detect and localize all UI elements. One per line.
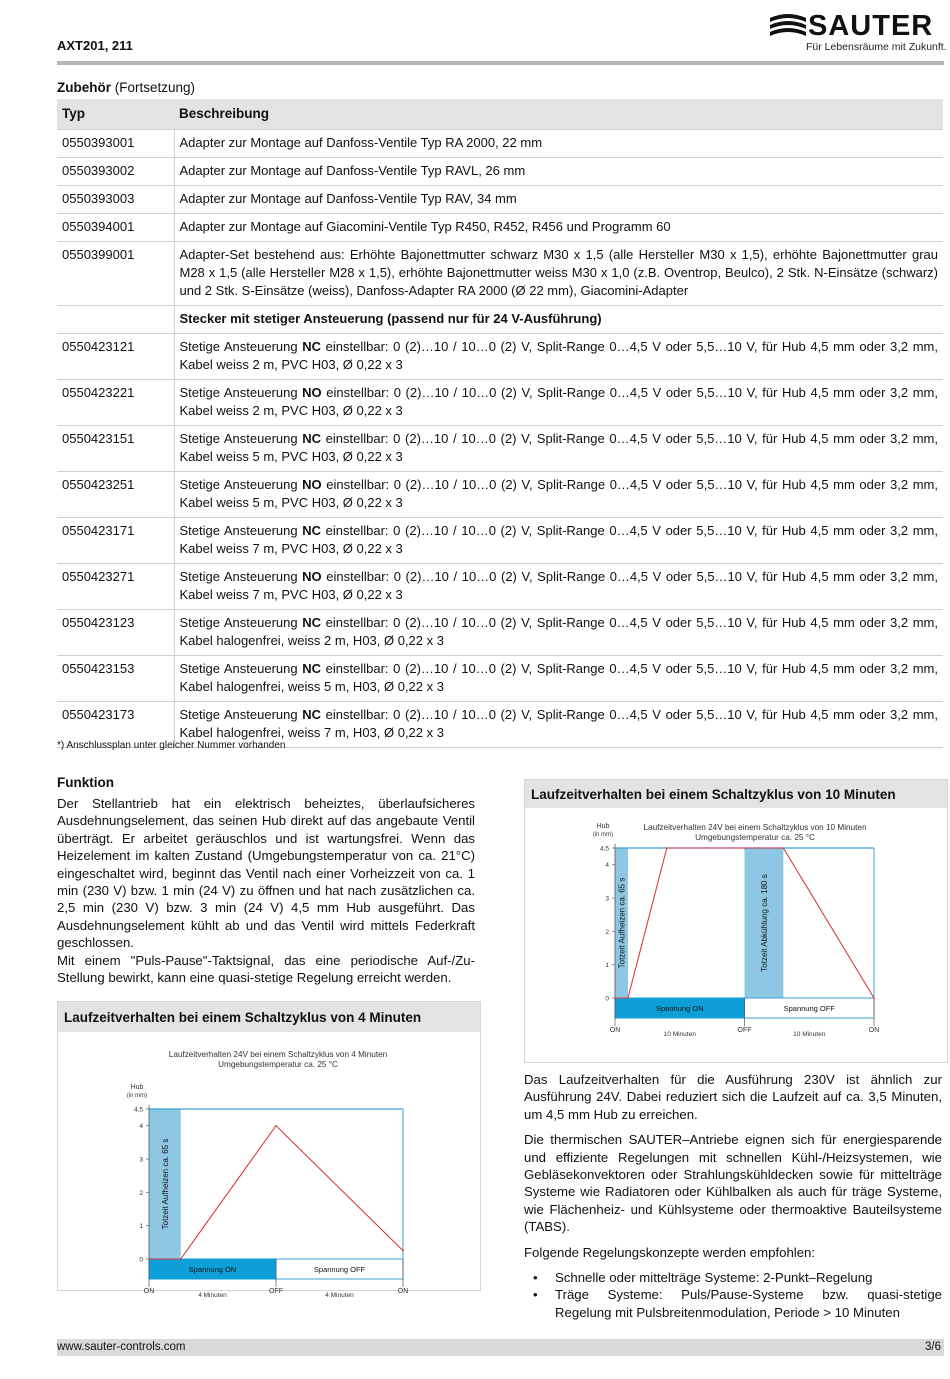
row-typ: 0550393002 [57,157,174,185]
row-desc-prefix: Stetige Ansteuerung [179,430,303,446]
table-footnote: *) Anschlussplan unter gleicher Nummer vorhanden [57,740,286,751]
dead-time-label: Totzeit Abkühlung ca. 180 s [759,874,769,972]
data-point [402,1250,404,1252]
data-point [627,997,629,999]
y-tick-label: 1 [605,962,609,970]
table-row [57,517,943,563]
sauter-logo [768,10,947,56]
y-tick-label: 0 [139,1256,143,1264]
row-desc: Adapter zur Montage auf Giacomini-Ventile Typ R450, R452, R456 und Programm 60 [174,213,943,241]
row-desc-rest: einstellbar: 0 (2)…10 / 10…0 (2) V, Split-Range 0…4,5 V oder 5,5…10 V, für Hub 4,5 mm oder 3,2 mm, Kabel weiss 2 m, PVC H03, Ø 0,22 x 3 [179,338,938,372]
col-header-desc: Beschreibung [174,99,943,129]
row-desc-prefix: Stetige Ansteuerung [179,660,303,676]
applications-paragraph: Die thermischen SAUTER–Antriebe eignen sich für energiesparende und effiziente Regelungen mit schnellen Kühl-/Heizsystemen, wie Gebläsekonvektoren oder Strahlungskühldecken sowie für mittelträge Systeme wie Radiatoren oder Kühlbalken als auch für träge Systeme, wie Flächenheiz- und Kühlsysteme oder thermoaktive Bauteilsysteme (TABS). [524,1132,942,1235]
y-tick-label: 3 [605,895,609,903]
row-typ: 0550423151 [57,425,174,471]
section-title [57,80,195,95]
chart-4min [58,1032,480,1299]
row-typ: 0550399001 [57,241,174,305]
row-desc-rest: einstellbar: 0 (2)…10 / 10…0 (2) V, Split-Range 0…4,5 V oder 5,5…10 V, für Hub 4,5 mm oder 3,2 mm, Kabel weiss 2 m, PVC H03, Ø 0,22 x 3 [179,384,938,418]
row-desc-rest: einstellbar: 0 (2)…10 / 10…0 (2) V, Split-Range 0…4,5 V oder 5,5…10 V, für Hub 4,5 mm oder 3,2 mm, Kabel weiss 7 m, PVC H03, Ø 0,22 x 3 [179,568,938,602]
chart-panel-4min-heading: Laufzeitverhalten bei einem Schaltzyklus von 4 Minuten [58,1002,480,1032]
header-rule [57,61,944,65]
row-desc-prefix: Stetige Ansteuerung [179,568,303,584]
switch-label: OFF [737,1027,752,1034]
dead-time-label: Totzeit Aufheizen ca. 65 s [617,877,627,969]
chart-panel-4min [57,1001,481,1299]
table-row [57,213,943,241]
phase-label: Spannung OFF [783,1004,835,1013]
data-point [666,847,668,849]
table-row [57,241,943,305]
brand-name: SAUTER [808,10,934,42]
table-row [57,609,943,655]
row-desc [174,333,943,379]
table-row [57,157,943,185]
y-axis-unit: (in mm) [126,1093,148,1099]
row-desc-rest: einstellbar: 0 (2)…10 / 10…0 (2) V, Split-Range 0…4,5 V oder 5,5…10 V, für Hub 4,5 mm oder 3,2 mm, Kabel weiss 5 m, PVC H03, Ø 0,22 x 3 [179,430,938,464]
y-tick-label: 4 [139,1123,143,1131]
dead-time-label: Totzeit Aufheizen ca. 65 s [160,1138,170,1230]
funktion-text [57,795,475,986]
footer-url[interactable]: www.sauter-controls.com [57,1341,186,1353]
hub-curve [149,1126,403,1259]
y-tick-label: 1 [139,1223,143,1231]
switch-label: ON [397,1288,409,1295]
row-mode: NO [302,568,322,584]
row-typ: 0550423251 [57,471,174,517]
phase-label: Spannung ON [655,1004,704,1013]
row-desc: Adapter zur Montage auf Danfoss-Ventile Typ RA 2000, 22 mm [174,129,943,157]
row-mode: NC [302,430,322,446]
row-desc-rest: einstellbar: 0 (2)…10 / 10…0 (2) V, Split-Range 0…4,5 V oder 5,5…10 V, für Hub 4,5 mm oder 3,2 mm, Kabel halogenfrei, weiss 2 m, H03, Ø 0,22 x 3 [179,614,938,648]
funktion-paragraph: Mit einem "Puls-Pause"-Taktsignal, das eine periodische Auf-/Zu-Stellung bewirkt, kann eine quasi-stetige Regelung erreicht werden. [57,952,475,986]
row-desc-prefix: Stetige Ansteuerung [179,338,303,354]
document-code: AXT201, 211 [57,38,133,53]
row-desc: Adapter-Set bestehend aus: Erhöhte Bajonettmutter schwarz M30 x 1,5 (alle Hersteller M30 x 1,5), erhöhte Bajonettmutter grau M28 x 1,5 (alle Hersteller M28 x 1,5), erhöhte Bajonettmutter weiss M30 x 1,0 (z.B. Oventrop, Beulco), 2 Stk. N-Einsätze (schwarz) und 2 Stk. S-Einsätze (weiss), Danfoss-Adapter RA 2000 (Ø 22 mm), Giacomini-Adapter [174,241,943,305]
row-desc [174,701,943,747]
row-typ: 0550423271 [57,563,174,609]
row-typ: 0550423153 [57,655,174,701]
table-row [57,471,943,517]
row-typ: 0550423123 [57,609,174,655]
table-row [57,379,943,425]
row-desc-rest: einstellbar: 0 (2)…10 / 10…0 (2) V, Split-Range 0…4,5 V oder 5,5…10 V, für Hub 4,5 mm oder 3,2 mm, Kabel weiss 7 m, PVC H03, Ø 0,22 x 3 [179,522,938,556]
chart-subtitle: Umgebungstemperatur ca. 25 °C [218,1060,338,1069]
table-subheading: Stecker mit stetiger Ansteuerung (passend nur für 24 V-Ausführung) [174,305,943,333]
table-row [57,185,943,213]
row-typ-empty [57,305,174,333]
y-axis-label: Hub [130,1084,144,1091]
y-tick-label: 4,5 [133,1106,143,1114]
table-row [57,425,943,471]
row-desc-prefix: Stetige Ansteuerung [179,706,303,722]
data-point [873,997,875,999]
y-tick-label: 2 [139,1189,143,1197]
row-typ: 0550393003 [57,185,174,213]
duration-label: 10 Minuten [663,1031,696,1038]
data-point [275,1125,277,1127]
duration-label: 4 Minuten [198,1292,227,1299]
row-typ: 0550423171 [57,517,174,563]
funktion-paragraph: Der Stellantrieb hat ein elektrisch beheiztes, überlaufsicheres Ausdehnungselement, das seinen Hub direkt auf das angebaute Ventil überträgt. Er arbeitet geräuschlos und ist wartungsfrei. Wenn das Heizelement im kalten Zustand (Umgebungstemperatur von ca. 21°C) eingeschaltet wird, beginnt das Ventil nach einer Vorheizzeit von ca. 1 min (230 V) bzw. 1 min (24 V) zu öffnen und hat nach zusätzlichen ca. 2,5 min (230 V) bzw. 3 min (24 V) 4,5 mm Hub ausgeführt. Das Ausdehnungselement kühlt ab und das Ventil wird mittels Federkraft geschlossen. [57,796,475,951]
y-tick-label: 4 [605,862,609,870]
row-desc [174,379,943,425]
phase-label: Spannung ON [188,1265,237,1274]
table-subheading-row [57,305,943,333]
row-mode: NC [302,522,322,538]
duration-label: 10 Minuten [793,1031,826,1038]
duration-label: 4 Minuten [325,1292,354,1299]
concepts-intro: Folgende Regelungskonzepte werden empfohlen: [524,1244,816,1260]
chart-10min [525,808,947,1062]
section-title-rest: (Fortsetzung) [111,80,196,95]
table-row [57,129,943,157]
brand-tagline: Für Lebensräume mit Zukunft. [806,41,947,53]
row-desc-rest: einstellbar: 0 (2)…10 / 10…0 (2) V, Split-Range 0…4,5 V oder 5,5…10 V, für Hub 4,5 mm oder 3,2 mm, Kabel weiss 5 m, PVC H03, Ø 0,22 x 3 [179,476,938,510]
row-desc-prefix: Stetige Ansteuerung [179,614,303,630]
data-point [148,1258,150,1260]
data-point [180,1258,182,1260]
chart-title: Laufzeitverhalten 24V bei einem Schaltzyklus von 4 Minuten [168,1050,388,1059]
row-desc-prefix: Stetige Ansteuerung [179,522,303,538]
switch-label: ON [609,1027,621,1034]
switch-label: OFF [269,1288,283,1295]
row-desc-prefix: Stetige Ansteuerung [179,384,303,400]
data-point [744,847,746,849]
row-mode: NC [302,338,322,354]
page-number: 3/6 [925,1341,941,1353]
y-tick-label: 2 [605,928,609,936]
row-typ: 0550423221 [57,379,174,425]
y-tick-label: 4,5 [599,845,609,853]
sauter-logo-mark [768,12,808,42]
row-desc [174,655,943,701]
row-desc [174,425,943,471]
row-typ: 0550423173 [57,701,174,747]
data-point [614,997,616,999]
list-item: • Träge Systeme: Puls/Pause-Systeme bzw. quasi-stetige Regelung mit Pulsbreitenmodulation, Periode > 10 Minuten [524,1286,942,1321]
phase-label: Spannung OFF [313,1265,366,1274]
table-row [57,333,943,379]
y-tick-label: 3 [139,1156,143,1164]
section-title-bold: Zubehör [57,80,111,95]
row-typ: 0550423121 [57,333,174,379]
row-typ: 0550394001 [57,213,174,241]
runtime-230v-paragraph: Das Laufzeitverhalten für die Ausführung 230V ist ähnlich zur Ausführung 24V. Dabei reduziert sich die Laufzeit auf ca. 3,5 Minuten, um 4,5 mm Hub zu erreichen. [524,1072,942,1122]
row-mode: NC [302,706,322,722]
row-typ: 0550393001 [57,129,174,157]
list-item: • Schnelle oder mittelträge Systeme: 2-Punkt–Regelung [524,1269,942,1286]
data-point [783,847,785,849]
row-desc: Adapter zur Montage auf Danfoss-Ventile Typ RAV, 34 mm [174,185,943,213]
table-row [57,563,943,609]
chart-subtitle: Umgebungstemperatur ca. 25 °C [695,833,815,842]
accessories-table [57,99,943,748]
concepts-list [524,1269,942,1321]
col-header-typ: Typ [57,99,174,129]
y-axis-label: Hub [596,823,610,830]
row-desc [174,471,943,517]
chart-title: Laufzeitverhalten 24V bei einem Schaltzyklus von 10 Minuten [643,823,867,832]
chart-panel-10min-heading: Laufzeitverhalten bei einem Schaltzyklus von 10 Minuten [525,780,947,808]
row-mode: NC [302,614,322,630]
y-axis-unit: (in mm) [592,832,614,838]
row-desc [174,609,943,655]
switch-label: ON [143,1288,155,1295]
table-row [57,655,943,701]
funktion-title: Funktion [57,775,114,790]
row-desc [174,563,943,609]
row-desc-rest: einstellbar: 0 (2)…10 / 10…0 (2) V, Split-Range 0…4,5 V oder 5,5…10 V, für Hub 4,5 mm oder 3,2 mm, Kabel halogenfrei, weiss 5 m, H03, Ø 0,22 x 3 [179,660,938,694]
y-tick-label: 0 [605,995,609,1003]
chart-panel-10min [524,779,948,1063]
right-column-text [524,1071,942,1321]
row-desc: Adapter zur Montage auf Danfoss-Ventile Typ RAVL, 26 mm [174,157,943,185]
accessories-table-body [57,129,943,747]
row-mode: NO [302,476,322,492]
row-desc-prefix: Stetige Ansteuerung [179,476,303,492]
row-mode: NO [302,384,322,400]
switch-label: ON [868,1027,880,1034]
footer-bar [57,1339,944,1356]
row-desc [174,517,943,563]
row-mode: NC [302,660,322,676]
row-desc-rest: einstellbar: 0 (2)…10 / 10…0 (2) V, Split-Range 0…4,5 V oder 5,5…10 V, für Hub 4,5 mm oder 3,2 mm, Kabel halogenfrei, weiss 7 m, H03, Ø 0,22 x 3 [179,706,938,740]
